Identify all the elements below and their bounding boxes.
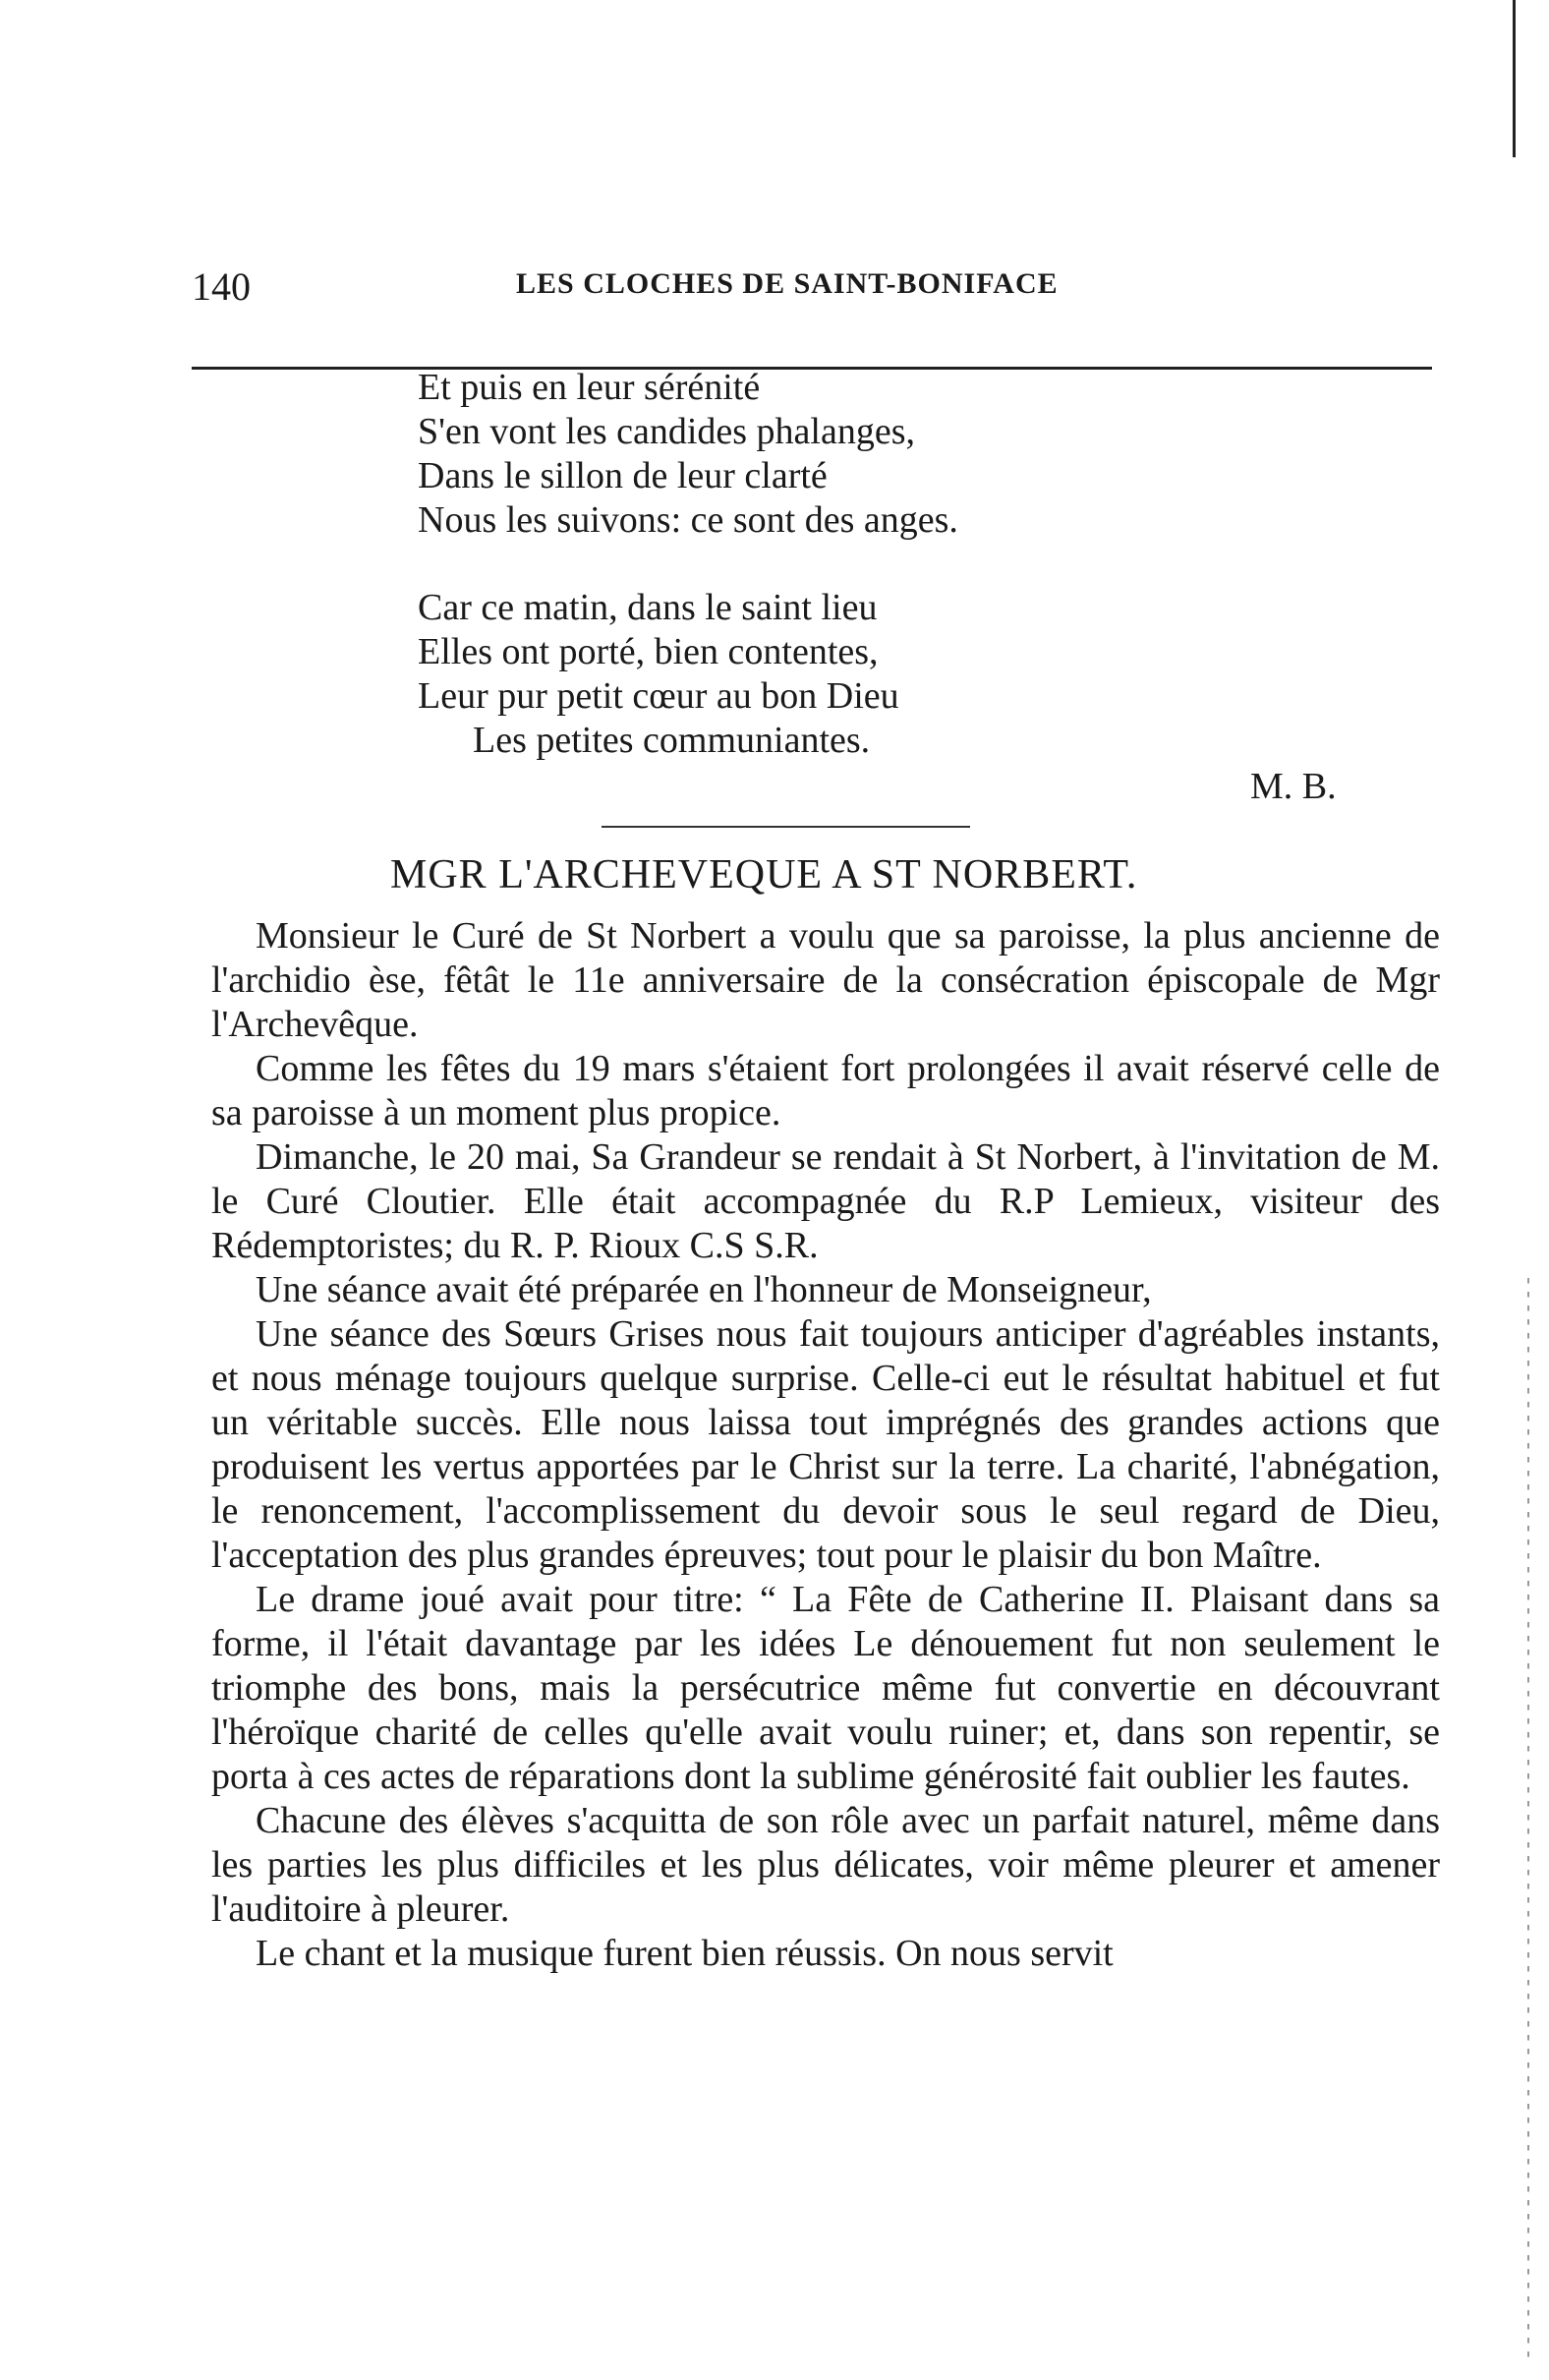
page-edge-dots (1527, 1278, 1529, 2359)
page-edge-line (1513, 0, 1516, 157)
poem-line: Nous les suivons: ce sont des anges. (418, 499, 958, 541)
poem-stanza (418, 366, 958, 543)
running-head (192, 263, 1432, 313)
poem-signature: M. B. (1250, 766, 1337, 807)
article-paragraph: Une séance avait été préparée en l'honneur de Monseigneur, (256, 1269, 1152, 1310)
poem-stanza (418, 586, 958, 763)
article-paragraph: Une séance des Sœurs Grises nous fait toujours anticiper d'agréables instants, et nous ménage toujours quelque surprise. Celle-ci eut le résultat habituel et fut un véritable succès. Elle nous laissa tout imprégnés des grandes actions que produisent les vertus apportées par le Christ sur la terre. La charité, l'abnégation, le renoncement, l'accomplissement du devoir sous le seul regard de Dieu, l'acceptation des plus grandes épreuves; tout pour le plaisir du bon Maître. (211, 1313, 1440, 1576)
poem-line: Et puis en leur sérénité (418, 367, 761, 408)
poem-line: S'en vont les candides phalanges, (418, 411, 916, 452)
article-paragraph: Comme les fêtes du 19 mars s'étaient fort prolongées il avait réservé celle de sa paroisse à un moment plus propice. (211, 1048, 1440, 1133)
poem-line: Elles ont porté, bien contentes, (418, 631, 879, 672)
article-title: MGR L'ARCHEVEQUE A ST NORBERT. (390, 852, 1138, 898)
page-number: 140 (192, 264, 251, 309)
poem-line: Dans le sillon de leur clarté (418, 455, 828, 496)
poem-line: Les petites communiantes. (473, 720, 871, 761)
article-paragraph: Monsieur le Curé de St Norbert a voulu que sa paroisse, la plus ancienne de l'archidio èse, fêtât le 11e anniversaire de la consécration épiscopale de Mgr l'Archevêque. (211, 915, 1440, 1045)
poem-line: Car ce matin, dans le saint lieu (418, 587, 878, 628)
article-paragraph: Chacune des élèves s'acquitta de son rôle avec un parfait naturel, même dans les parties les plus difficiles et les plus délicates, voir même pleurer et amener l'auditoire à pleurer. (211, 1800, 1440, 1930)
article-paragraph: Le chant et la musique furent bien réussis. On nous servit (256, 1933, 1114, 1974)
article-body (211, 914, 1440, 1976)
running-title: LES CLOCHES DE SAINT-BONIFACE (516, 267, 1059, 300)
poem-line: Leur pur petit cœur au bon Dieu (418, 675, 899, 717)
section-divider (602, 826, 970, 828)
article-paragraph: Le drame joué avait pour titre: “ La Fête de Catherine II. Plaisant dans sa forme, il l'était davantage par les idées Le dénouement fut non seulement le triomphe des bons, mais la persécutrice même fut convertie en découvrant l'héroïque charité de celles qu'elle avait voulu ruiner; et, dans son repentir, se porta à ces actes de réparations dont la sublime générosité fait oublier les fautes. (211, 1579, 1440, 1797)
poem (418, 366, 958, 806)
article-paragraph: Dimanche, le 20 mai, Sa Grandeur se rendait à St Norbert, à l'invitation de M. le Curé Cloutier. Elle était accompagnée du R.P Lemieux, visiteur des Rédemptoristes; du R. P. Rioux C.S S.R. (211, 1136, 1440, 1266)
